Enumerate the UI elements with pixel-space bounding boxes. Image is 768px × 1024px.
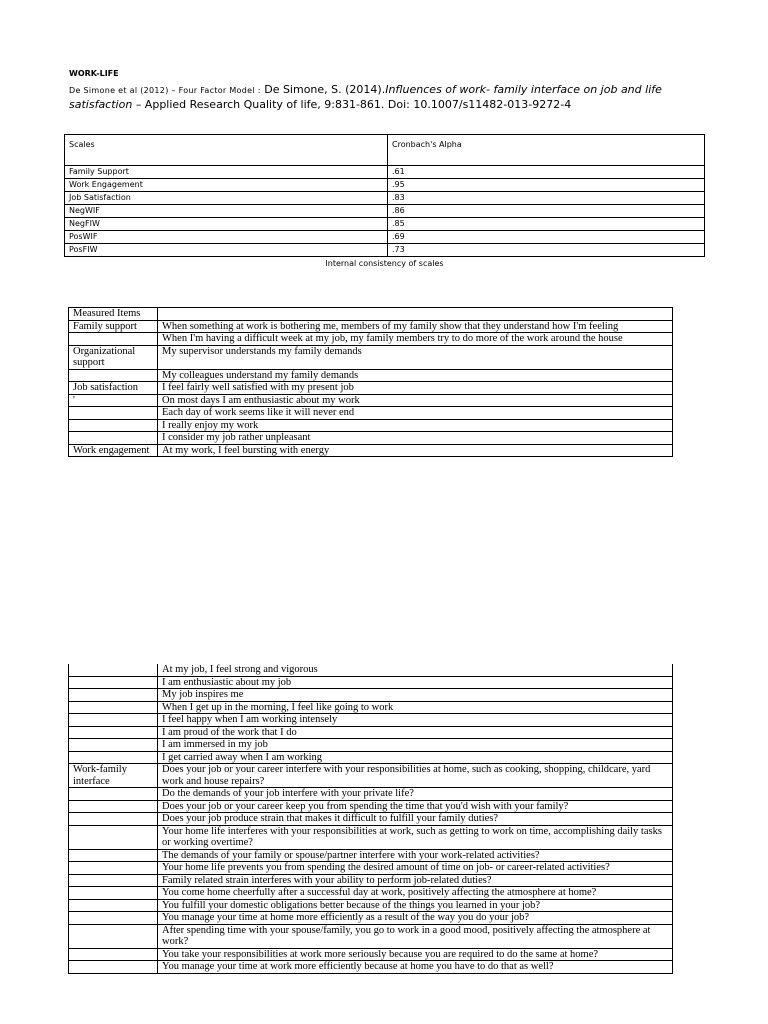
table-header-row (65, 135, 705, 166)
item-statement: I am immersed in my job (158, 739, 673, 752)
table-row (69, 664, 673, 676)
table-row (65, 218, 705, 231)
measured-items-table-continued (68, 664, 673, 974)
item-category: Organizational support (69, 345, 158, 369)
item-category (69, 369, 158, 382)
item-category (69, 701, 158, 714)
item-category (69, 788, 158, 801)
table-row (69, 849, 673, 862)
item-category: Work engagement (69, 444, 158, 457)
item-category (69, 739, 158, 752)
item-statement: I am proud of the work that I do (158, 726, 673, 739)
item-statement (158, 308, 673, 321)
item-category (69, 862, 158, 875)
item-statement: The demands of your family or spouse/partner interfere with your work-related activities? (158, 849, 673, 862)
table-row (69, 948, 673, 961)
table-row (69, 961, 673, 974)
item-statement: I consider my job rather unpleasant (158, 432, 673, 445)
table-row (69, 333, 673, 346)
item-category (69, 825, 158, 849)
citation-title: Influences of work- family interface on job and life satisfaction (69, 83, 662, 111)
alpha-value: .95 (388, 179, 705, 192)
item-category (69, 664, 158, 676)
item-category (69, 714, 158, 727)
item-statement: You fulfill your domestic obligations better because of the things you learned in your job? (158, 899, 673, 912)
item-category (69, 874, 158, 887)
item-statement: At my work, I feel bursting with energy (158, 444, 673, 457)
item-category: ' (69, 394, 158, 407)
alpha-value: .69 (388, 231, 705, 244)
scale-name: PosFIW (65, 244, 388, 257)
table-row (69, 419, 673, 432)
header-scales: Scales (65, 135, 388, 166)
item-category (69, 407, 158, 420)
item-statement: You take your responsibilities at work more seriously because you are required to do the same at home? (158, 948, 673, 961)
alpha-value: .61 (388, 166, 705, 179)
table-row (69, 788, 673, 801)
scale-name: Work Engagement (65, 179, 388, 192)
item-statement: When I get up in the morning, I feel like going to work (158, 701, 673, 714)
alpha-value: .73 (388, 244, 705, 257)
table-row (65, 192, 705, 205)
alpha-value: .86 (388, 205, 705, 218)
table-row (65, 166, 705, 179)
item-statement: I am enthusiastic about my job (158, 676, 673, 689)
table-row (69, 320, 673, 333)
cronbach-alpha-table (64, 134, 705, 257)
table-row (69, 862, 673, 875)
item-statement: Does your job or your career interfere with your responsibilities at home, such as cooking, shopping, childcare, yard work and house repairs? (158, 764, 673, 788)
item-statement: Do the demands of your job interfere with your private life? (158, 788, 673, 801)
citation (69, 83, 709, 112)
table-row (69, 751, 673, 764)
item-statement: At my job, I feel strong and vigorous (158, 664, 673, 676)
table-row (65, 179, 705, 192)
item-category (69, 899, 158, 912)
table-row (69, 912, 673, 925)
citation-model: De Simone et al (2012) – Four Factor Model : (69, 86, 261, 95)
item-statement: I really enjoy my work (158, 419, 673, 432)
table-row (69, 874, 673, 887)
table-row (69, 701, 673, 714)
item-category: Job satisfaction (69, 382, 158, 395)
header-alpha: Cronbach's Alpha (388, 135, 705, 166)
table-row (69, 444, 673, 457)
item-statement: My supervisor understands my family demands (158, 345, 673, 369)
table-row (69, 924, 673, 948)
item-statement: Family related strain interferes with your ability to perform job-related duties? (158, 874, 673, 887)
table-row (69, 689, 673, 702)
item-category (69, 948, 158, 961)
table-row (69, 676, 673, 689)
item-statement: After spending time with your spouse/family, you go to work in a good mood, positively affecting the atmosphere at work? (158, 924, 673, 948)
scale-name: PosWIF (65, 231, 388, 244)
table-row (69, 308, 673, 321)
alpha-value: .85 (388, 218, 705, 231)
table-row (69, 739, 673, 752)
item-category (69, 432, 158, 445)
item-statement: When something at work is bothering me, members of my family show that they understand how I'm feeling (158, 320, 673, 333)
item-statement: Each day of work seems like it will never end (158, 407, 673, 420)
table-row (69, 394, 673, 407)
scale-name: Job Satisfaction (65, 192, 388, 205)
item-category (69, 419, 158, 432)
item-category (69, 333, 158, 346)
item-statement: My colleagues understand my family demands (158, 369, 673, 382)
table-row (69, 407, 673, 420)
table-row (69, 432, 673, 445)
item-statement: Your home life prevents you from spending the desired amount of time on job- or career-related activities? (158, 862, 673, 875)
table-row (69, 382, 673, 395)
scale-name: NegFIW (65, 218, 388, 231)
table-row (69, 345, 673, 369)
item-category (69, 887, 158, 900)
item-statement: I feel happy when I am working intensely (158, 714, 673, 727)
scale-name: NegWIF (65, 205, 388, 218)
item-category (69, 924, 158, 948)
item-statement: On most days I am enthusiastic about my work (158, 394, 673, 407)
item-statement: I feel fairly well satisfied with my present job (158, 382, 673, 395)
item-statement: Does your job produce strain that makes it difficult to fulfill your family duties? (158, 813, 673, 826)
table-row (65, 244, 705, 257)
item-category (69, 800, 158, 813)
table-row (65, 205, 705, 218)
item-category (69, 912, 158, 925)
table-row (69, 714, 673, 727)
item-category: Work-family interface (69, 764, 158, 788)
item-category (69, 813, 158, 826)
item-category (69, 961, 158, 974)
item-statement: You manage your time at home more efficiently as a result of the way you do your job? (158, 912, 673, 925)
citation-author: De Simone, S. (2014). (264, 83, 386, 96)
item-category (69, 689, 158, 702)
table-row (69, 726, 673, 739)
citation-rest: – Applied Research Quality of life, 9:831-861. Doi: 10.1007/s11482-013-9272-4 (135, 98, 572, 111)
item-statement: Your home life interferes with your responsibilities at work, such as getting to work on time, accomplishing daily tasks or working overtime? (158, 825, 673, 849)
item-category: Measured Items (69, 308, 158, 321)
item-statement: My job inspires me (158, 689, 673, 702)
item-category (69, 676, 158, 689)
item-statement: When I'm having a difficult week at my job, my family members try to do more of the work around the house (158, 333, 673, 346)
item-category (69, 726, 158, 739)
item-statement: You manage your time at work more efficiently because at home you have to do that as well? (158, 961, 673, 974)
scale-name: Family Support (65, 166, 388, 179)
table-row (69, 369, 673, 382)
item-category: Family support (69, 320, 158, 333)
item-statement: I get carried away when I am working (158, 751, 673, 764)
table-row (69, 825, 673, 849)
table-row (69, 899, 673, 912)
item-category (69, 751, 158, 764)
table-row (69, 813, 673, 826)
item-statement: You come home cheerfully after a successful day at work, positively affecting the atmosphere at home? (158, 887, 673, 900)
table-caption: Internal consistency of scales (325, 259, 444, 268)
table-row (65, 231, 705, 244)
measured-items-table (68, 307, 673, 457)
section-heading: WORK-LIFE (69, 69, 119, 78)
table-row (69, 764, 673, 788)
alpha-value: .83 (388, 192, 705, 205)
item-statement: Does your job or your career keep you from spending the time that you'd wish with your family? (158, 800, 673, 813)
table-row (69, 887, 673, 900)
item-category (69, 849, 158, 862)
table-row (69, 800, 673, 813)
